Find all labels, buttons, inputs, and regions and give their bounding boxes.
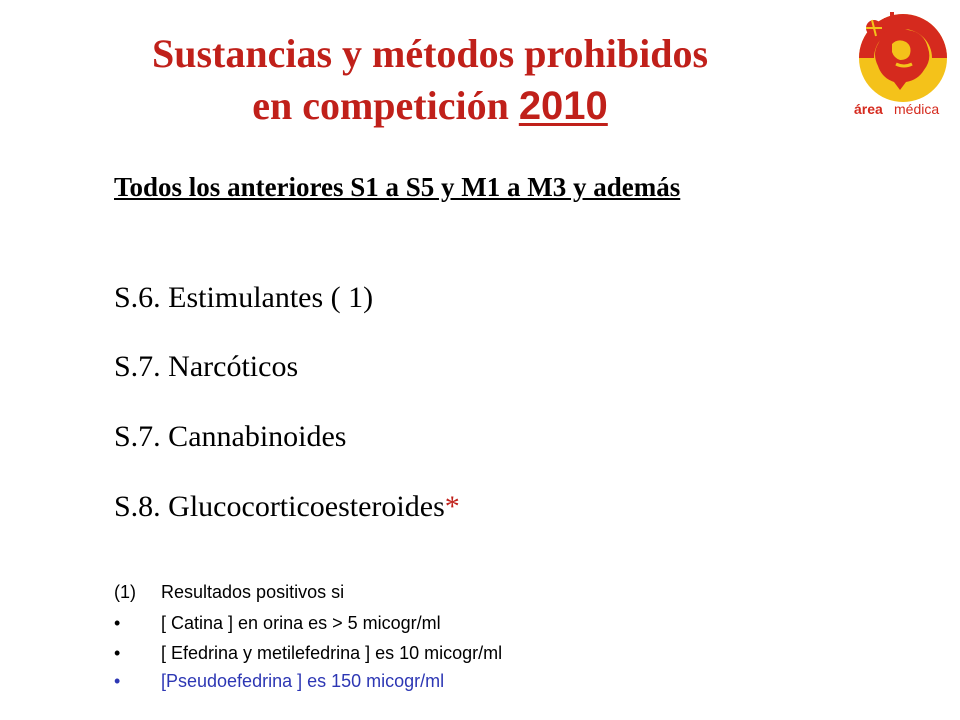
- area-medica-logo: [848, 8, 958, 118]
- bullet-icon: •: [114, 643, 121, 663]
- title-line-2-prefix: en competición: [252, 83, 519, 128]
- note-text: Resultados positivos si: [161, 582, 345, 602]
- title-year: 2010: [518, 84, 608, 128]
- item-glucocorticoids: [114, 489, 460, 525]
- item-label: S.6. Estimulantes ( 1): [114, 281, 374, 314]
- logo-text-medica: médica: [894, 101, 940, 117]
- bullet-icon: •: [114, 613, 121, 633]
- item-narcotics: [114, 349, 298, 385]
- item-cannabinoids: [114, 419, 347, 455]
- lion-crest-icon: [848, 8, 958, 118]
- note-text: [Pseudoefedrina ] es 150 micogr/ml: [161, 671, 445, 691]
- slide-title: [60, 28, 800, 132]
- item-label: S.8. Glucocorticoesteroides: [114, 490, 445, 523]
- logo-text-area: área: [854, 101, 883, 117]
- item-label: S.7. Cannabinoides: [114, 420, 347, 453]
- title-line-1: Sustancias y métodos prohibidos: [151, 31, 709, 76]
- title-line-2: [60, 80, 800, 132]
- note-text: [ Efedrina y metilefedrina ] es 10 micogr/ml: [161, 643, 503, 663]
- subtitle: Todos los anteriores S1 a S5 y M1 a M3 y además: [114, 172, 681, 202]
- item-label: S.7. Narcóticos: [114, 350, 299, 383]
- asterisk-mark: *: [444, 490, 460, 523]
- item-stimulants: [114, 280, 373, 316]
- bullet-icon: •: [114, 671, 121, 691]
- note-text: [ Catina ] en orina es > 5 micogr/ml: [161, 613, 441, 633]
- note-marker: (1): [114, 582, 136, 602]
